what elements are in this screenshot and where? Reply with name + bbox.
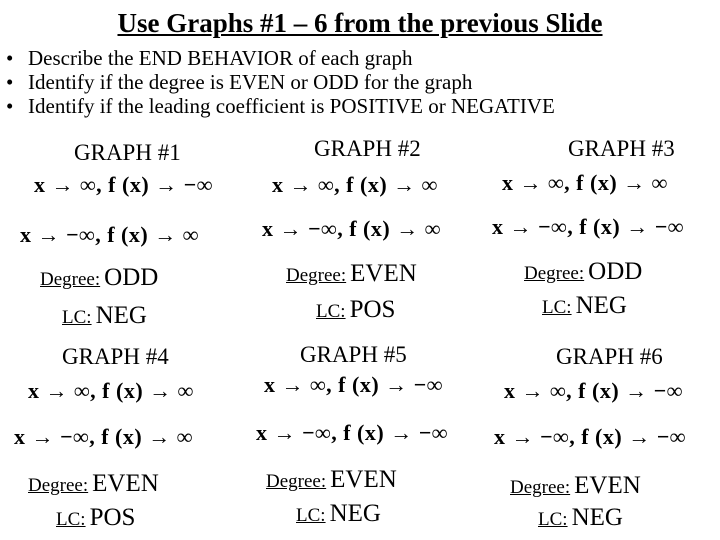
graph-5-degree: [266, 466, 397, 494]
graph-6-degree: [510, 472, 641, 500]
graph-1-lc: [62, 302, 147, 330]
bullet-icon: •: [6, 70, 14, 94]
degree-key: Degree:: [40, 269, 101, 290]
bullet-icon: •: [6, 94, 14, 118]
graph-6-title: GRAPH #6: [556, 344, 663, 369]
graph-5-end-behavior-left: x → −∞, f (x) → −∞: [256, 420, 448, 445]
degree-value: EVEN: [350, 260, 417, 287]
degree-value: EVEN: [92, 470, 159, 497]
lc-value: POS: [349, 296, 396, 323]
graph-3-title: GRAPH #3: [568, 136, 675, 161]
graph-3-lc: [542, 292, 627, 320]
graph-4-end-behavior-left: x → −∞, f (x) → ∞: [14, 424, 193, 449]
graph-1-title: GRAPH #1: [74, 140, 181, 165]
graph-1-degree: [40, 264, 158, 292]
graph-2-title: GRAPH #2: [314, 136, 421, 161]
lc-key: LC:: [316, 301, 346, 322]
instruction-item: [6, 46, 555, 70]
degree-key: Degree:: [286, 265, 347, 286]
instruction-text: Describe the END BEHAVIOR of each graph: [28, 46, 413, 70]
lc-value: NEG: [95, 302, 147, 329]
degree-key: Degree:: [28, 475, 89, 496]
lc-key: LC:: [538, 509, 568, 530]
lc-value: NEG: [575, 292, 627, 319]
graph-2-end-behavior-left: x → −∞, f (x) → ∞: [262, 216, 441, 241]
graph-2-degree: [286, 260, 417, 288]
graph-6-lc: [538, 504, 623, 532]
graph-6-end-behavior-left: x → −∞, f (x) → −∞: [494, 424, 686, 449]
lc-key: LC:: [56, 509, 86, 530]
degree-value: EVEN: [574, 472, 641, 499]
lc-key: LC:: [296, 505, 326, 526]
instruction-text: Identify if the leading coefficient is POSITIVE or NEGATIVE: [28, 94, 555, 118]
graph-2-end-behavior-right: x → ∞, f (x) → ∞: [272, 172, 438, 197]
graph-5-lc: [296, 500, 381, 528]
degree-key: Degree:: [524, 263, 585, 284]
graph-2-lc: [316, 296, 395, 324]
lc-key: LC:: [62, 307, 92, 328]
instruction-item: [6, 70, 555, 94]
graph-4-lc: [56, 504, 135, 532]
degree-value: EVEN: [330, 466, 397, 493]
graph-4-title: GRAPH #4: [62, 344, 169, 369]
degree-value: ODD: [588, 258, 643, 285]
graph-1-end-behavior-left: x → −∞, f (x) → ∞: [20, 222, 199, 247]
degree-key: Degree:: [510, 477, 571, 498]
graph-3-end-behavior-right: x → ∞, f (x) → ∞: [502, 170, 668, 195]
lc-value: NEG: [329, 500, 381, 527]
instruction-item: [6, 94, 555, 118]
graph-4-degree: [28, 470, 159, 498]
degree-key: Degree:: [266, 471, 327, 492]
lc-value: POS: [89, 504, 136, 531]
graph-5-title: GRAPH #5: [300, 342, 407, 367]
instruction-list: [6, 46, 555, 118]
graph-4-end-behavior-right: x → ∞, f (x) → ∞: [28, 378, 194, 403]
graph-5-end-behavior-right: x → ∞, f (x) → −∞: [264, 372, 443, 397]
graph-1-end-behavior-right: x → ∞, f (x) → −∞: [34, 172, 213, 197]
lc-value: NEG: [571, 504, 623, 531]
graph-3-degree: [524, 258, 642, 286]
graph-6-end-behavior-right: x → ∞, f (x) → −∞: [504, 378, 683, 403]
bullet-icon: •: [6, 46, 14, 70]
slide-title: Use Graphs #1 – 6 from the previous Slide: [117, 8, 603, 38]
degree-value: ODD: [104, 264, 159, 291]
instruction-text: Identify if the degree is EVEN or ODD for the graph: [28, 70, 473, 94]
graph-3-end-behavior-left: x → −∞, f (x) → −∞: [492, 214, 684, 239]
lc-key: LC:: [542, 297, 572, 318]
